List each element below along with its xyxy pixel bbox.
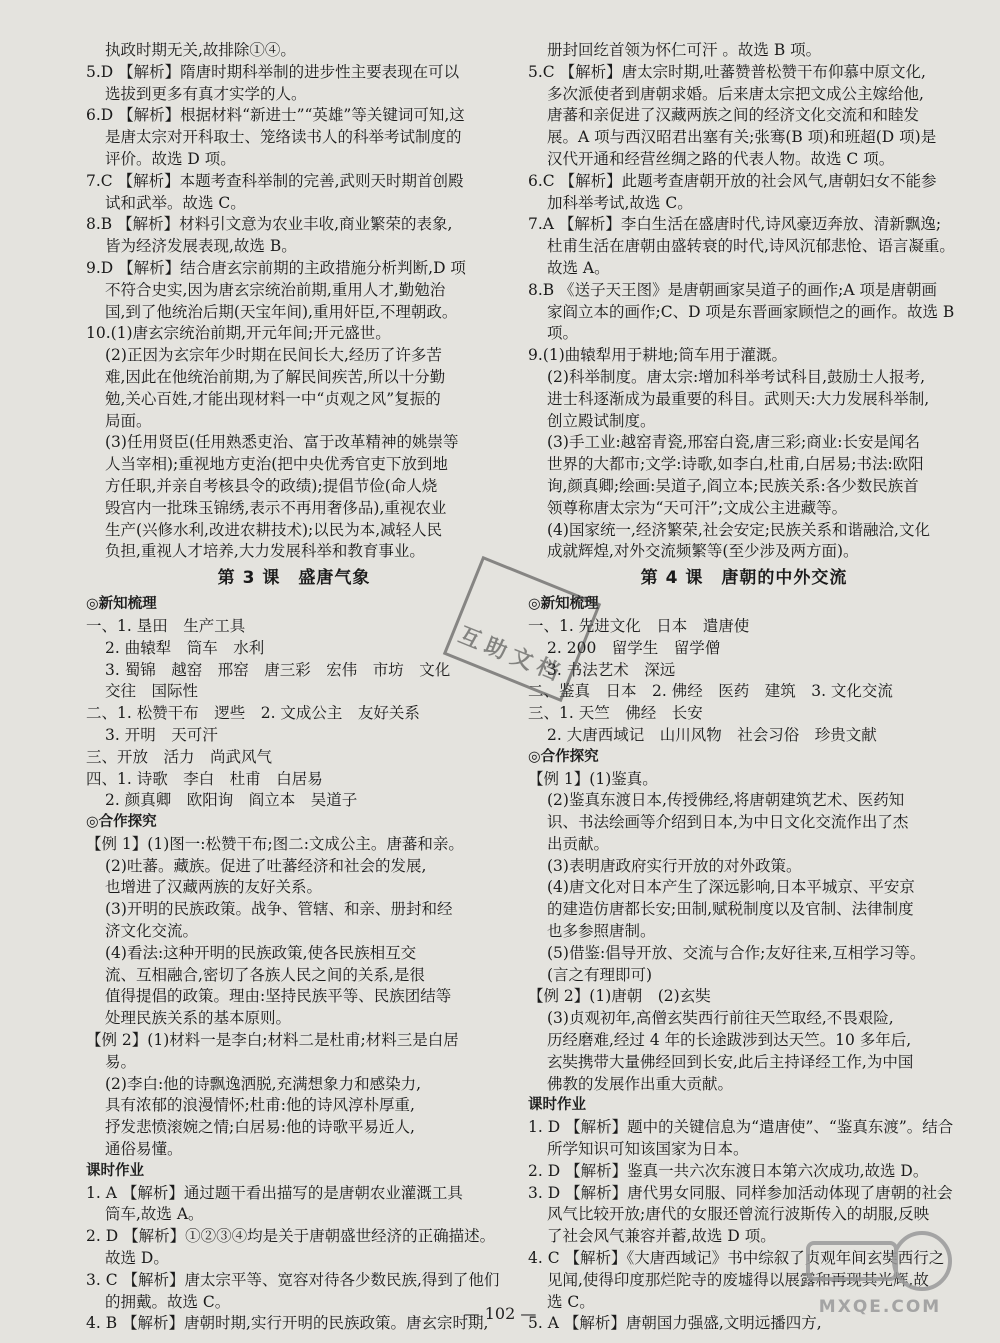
- text-line: 值得提倡的政策。理由:坚持民族平等、民族团结等: [105, 987, 452, 1006]
- text-line: 不符合史实,因为唐玄宗统治前期,重用人才,勤勉治: [105, 280, 446, 299]
- text-line: 评价。故选 D 项。: [105, 149, 236, 168]
- stamp-text: 互助文档: [454, 622, 568, 688]
- text-line: 流、互相融合,密切了各族人民之间的关系,是很: [105, 965, 425, 984]
- text-line: 1. A 【解析】通过题干看出描写的是唐朝农业灌溉工具: [86, 1183, 463, 1202]
- text-line: 难,因此在他统治前期,为了解民间疾苦,所以十分勤: [105, 367, 446, 386]
- text-line: (3)表明唐政府实行开放的对外政策。: [547, 856, 802, 875]
- text-line: 佛教的发展作出重大贡献。: [547, 1074, 734, 1093]
- text-line: 通俗易懂。: [105, 1140, 183, 1159]
- text-line: 询,颜真卿;绘画:吴道子,阎立本;民族关系:各少数民族首: [547, 476, 919, 495]
- text-line: (2)科举制度。唐太宗:增加科举考试科目,鼓励士人报考,: [547, 367, 926, 386]
- text-line: 2. D 【解析】鉴真一共六次东渡日本第六次成功,故选 D。: [528, 1161, 929, 1180]
- text-line: 3. 蜀锦 越窑 邢窑 唐三彩 宏伟 市坊 文化: [105, 660, 451, 679]
- text-line: (4)国家统一,经济繁荣,社会安定;民族关系和谐融洽,文化: [547, 520, 930, 539]
- text-line: 故选 A。: [547, 258, 610, 277]
- right-column: [528, 40, 960, 1335]
- text-line: (2)鉴真东渡日本,传授佛经,将唐朝建筑艺术、医药知: [547, 791, 905, 810]
- text-line: 1. D 【解析】题中的关键信息为“遣唐使”、“鉴真东渡”。结合: [528, 1118, 954, 1137]
- section-heading: ◎新知梳理: [86, 596, 157, 613]
- text-line: 4. C 【解析】《大唐西域记》书中综叙了贞观年间玄奘西行之: [528, 1249, 945, 1268]
- text-line: 【例 1】(1)图一:松赞干布;图二:文成公主。唐蕃和亲。: [86, 834, 464, 853]
- text-line: 6.D 【解析】根据材料“新进士”“英雄”等关键词可知,这: [86, 106, 465, 125]
- text-line: 2. 200 留学生 留学僧: [547, 638, 721, 657]
- text-line: (言之有理即可): [547, 965, 653, 984]
- text-line: 二、1. 松赞干布 逻些 2. 文成公主 友好关系: [86, 704, 420, 723]
- text-line: 了社会风气兼容并蓄,故选 D 项。: [547, 1227, 776, 1246]
- text-line: (2)正因为玄宗年少时期在民间长大,经历了许多苦: [105, 346, 442, 365]
- text-line: 抒发悲愤滚婉之情;白居易:他的诗歌平易近人,: [105, 1118, 415, 1137]
- text-line: 3. C 【解析】唐太宗平等、宽容对待各少数民族,得到了他们: [86, 1270, 500, 1289]
- text-line: 济文化交流。: [105, 922, 199, 941]
- text-line: 是唐太宗对开科取士、笼络读书人的科举考试制度的: [105, 128, 462, 147]
- text-line: (4)唐文化对日本产生了深远影响,日本平城京、平安京: [547, 878, 915, 897]
- text-line: 的建造仿唐都长安;田制,赋税制度以及官制、法律制度: [547, 900, 914, 919]
- text-line: 【例 2】(1)材料一是李白;材料二是杜甫;材料三是白居: [86, 1031, 459, 1050]
- text-line: 进士科逐渐成为最重要的科目。武则天:大力发展科举制,: [547, 389, 930, 408]
- text-line: 勉,关心百姓,才能出现材料一中“贞观之风”复振的: [105, 389, 441, 408]
- text-line: 风气比较开放;唐代的女服还曾流行波斯传入的胡服,反映: [547, 1205, 930, 1224]
- text-line: 见闻,使得印度那烂陀寺的废墟得以展露和再现其光辉,故: [547, 1270, 929, 1289]
- text-line: 3. 开明 天可汗: [105, 725, 218, 744]
- text-line: 故选 D。: [105, 1249, 169, 1268]
- text-line: 5.D 【解析】隋唐时期科举制的进步性主要表现在可以: [86, 62, 460, 81]
- text-line: 历经磨难,经过 4 年的长途跋涉到达天竺。10 多年后,: [547, 1031, 912, 1050]
- text-line: 9.D 【解析】结合唐玄宗前期的主政措施分析判断,D 项: [86, 258, 466, 277]
- text-line: 领尊称唐太宗为“天可汗”;文成公主进藏等。: [547, 498, 848, 517]
- text-line: 展。A 项与西汉昭君出塞有关;张骞(B 项)和班超(D 项)是: [547, 128, 937, 147]
- text-line: 加科举考试,故选 C。: [547, 193, 693, 212]
- section-heading: 课时作业: [86, 1162, 144, 1179]
- text-line: 玄奘携带大量佛经回到长安,此后主持译经工作,为中国: [547, 1052, 914, 1071]
- text-line: 世界的大都市;文学:诗歌,如李白,杜甫,白居易;书法:欧阳: [547, 455, 924, 474]
- left-column: [86, 40, 502, 1335]
- page-number: — 102 —: [463, 1304, 537, 1323]
- text-line: 具有浓郁的浪漫情怀;杜甫:他的诗风淳朴厚重,: [105, 1096, 415, 1115]
- text-line: 四、1. 诗歌 李白 杜甫 白居易: [86, 769, 323, 788]
- text-line: 册封回纥首领为怀仁可汗 。故选 B 项。: [547, 41, 822, 59]
- text-line: 易。: [105, 1052, 137, 1071]
- watermark-logo: [800, 1229, 960, 1321]
- text-line: 【例 1】(1)鉴真。: [528, 769, 658, 788]
- text-line: 的拥戴。故选 C。: [105, 1292, 231, 1311]
- text-line: 毁宫内一批珠玉锦绣,表示不再用奢侈品),重视农业: [105, 498, 447, 517]
- text-line: 试和武举。故选 C。: [105, 193, 246, 212]
- text-line: 3. 书法艺术 深远: [547, 660, 676, 679]
- text-line: 多次派使者到唐朝求婚。后来唐太宗把文成公主嫁给他,: [547, 84, 924, 103]
- text-line: 2. 曲辕犁 筒车 水利: [105, 638, 265, 657]
- watermark-text: MXQE.COM: [818, 1297, 942, 1317]
- watermark-icon: [800, 1229, 960, 1299]
- text-line: 汉代开通和经营丝绸之路的代表人物。故选 C 项。: [547, 149, 895, 168]
- text-line: 10.(1)唐玄宗统治前期,开元年间;开元盛世。: [86, 324, 391, 343]
- text-line: 生产(兴修水利,改进农耕技术);以民为本,减轻人民: [105, 520, 443, 539]
- text-line: 项。: [547, 324, 579, 343]
- text-line: 皆为经济发展表现,故选 B。: [105, 237, 297, 256]
- text-line: 2. D 【解析】①②③④均是关于唐朝盛世经济的正确描述。: [86, 1227, 496, 1246]
- text-line: 识、书法绘画等介绍到日本,为中日文化交流作出了杰: [547, 813, 909, 832]
- text-line: (4)看法:这种开明的民族政策,使各民族相互交: [105, 943, 417, 962]
- text-line: 杜甫生活在唐朝由盛转衰的时代,诗风沉郁悲怆、语言凝重。: [547, 237, 955, 256]
- section-heading: 课时作业: [528, 1097, 586, 1114]
- text-line: 2. 大唐西域记 山川风物 社会习俗 珍贵文献: [547, 725, 877, 744]
- text-line: 局面。: [105, 411, 152, 430]
- text-line: 人当宰相);重视地方吏治(把中央优秀官吏下放到地: [105, 455, 448, 474]
- text-line: 国,到了他统治后期(天宝年间),重用奸臣,不理朝政。: [105, 302, 458, 321]
- text-line: 三、开放 活力 尚武风气: [86, 747, 273, 766]
- text-line: 负担,重视人才培养,大力发展科举和教育事业。: [105, 542, 425, 561]
- text-line: 二、鉴真 日本 2. 佛经 医药 建筑 3. 文化交流: [528, 682, 893, 701]
- text-line: 执政时期无关,故排除①④。: [105, 41, 296, 59]
- text-line: 3. D 【解析】唐代男女同服、同样参加活动体现了唐朝的社会: [528, 1183, 953, 1202]
- text-line: 7.A 【解析】李白生活在盛唐时代,诗风豪迈奔放、清新飘逸;: [528, 215, 942, 234]
- text-line: 交往 国际性: [105, 682, 199, 701]
- text-line: 出贡献。: [547, 834, 610, 853]
- text-line: 筒车,故选 A。: [105, 1205, 204, 1224]
- lesson-title: 第 4 课 唐朝的中外交流: [640, 568, 848, 589]
- text-line: 也增进了汉藏两族的友好关系。: [105, 878, 323, 897]
- text-line: (3)手工业:越窑青瓷,邢窑白瓷,唐三彩;商业:长安是闻名: [547, 433, 920, 452]
- text-line: (2)吐蕃。藏族。促进了吐蕃经济和社会的发展,: [105, 856, 427, 875]
- text-line: (2)李白:他的诗飘逸洒脱,充满想象力和感染力,: [105, 1074, 422, 1093]
- text-line: (3)贞观初年,高僧玄奘西行前往天竺取经,不畏艰险,: [547, 1009, 894, 1028]
- text-line: 唐蕃和亲促进了汉藏两族之间的经济文化交流和和睦发: [547, 106, 920, 125]
- text-line: 方任职,并亲自考核县令的政绩);提倡节俭(命人烧: [105, 476, 438, 495]
- section-heading: ◎合作探究: [528, 748, 599, 765]
- text-line: 5.C 【解析】唐太宗时期,吐蕃赞普松赞干布仰慕中原文化,: [528, 62, 926, 81]
- text-line: (3)开明的民族政策。战争、管辖、和亲、册封和经: [105, 900, 453, 919]
- text-line: 【例 2】(1)唐朝 (2)玄奘: [528, 987, 711, 1006]
- text-line: 处理民族关系的基本原则。: [105, 1009, 292, 1028]
- text-line: 三、1. 天竺 佛经 长安: [528, 704, 703, 723]
- text-line: 成就辉煌,对外交流频繁等(至少涉及两方面)。: [547, 542, 859, 561]
- text-line: 6.C 【解析】此题考查唐朝开放的社会风气,唐朝妇女不能参: [528, 171, 937, 190]
- text-line: 2. 颜真卿 欧阳询 阎立本 吴道子: [105, 791, 358, 810]
- text-line: (3)任用贤臣(任用熟悉吏治、富于改革精神的姚崇等: [105, 433, 459, 452]
- text-line: 创立殿试制度。: [547, 411, 656, 430]
- text-line: 5. A 【解析】唐朝国力强盛,文明远播四方,: [528, 1314, 822, 1333]
- text-line: 7.C 【解析】本题考查科举制的完善,武则天时期首创殿: [86, 171, 464, 190]
- text-line: 选拔到更多有真才实学的人。: [105, 84, 307, 103]
- section-heading: ◎合作探究: [86, 814, 157, 831]
- text-line: 8.B 《送子天王图》是唐朝画家吴道子的画作;A 项是唐朝画: [528, 280, 937, 299]
- text-line: 8.B 【解析】材料引文意为农业丰收,商业繁荣的表象,: [86, 215, 453, 234]
- text-line: 4. B 【解析】唐朝时期,实行开明的民族政策。唐玄宗时期,: [86, 1314, 489, 1333]
- text-line: 一、1. 垦田 生产工具: [86, 616, 246, 635]
- text-line: 9.(1)曲辕犁用于耕地;筒车用于灌溉。: [528, 346, 787, 365]
- text-line: (5)借鉴:倡导开放、交流与合作;友好往来,互相学习等。: [547, 943, 926, 962]
- text-line: 家阎立本的画作;C、D 项是东晋画家顾恺之的画作。故选 B: [547, 302, 955, 321]
- text-line: 所学知识可知该国家为日本。: [547, 1140, 749, 1159]
- section-heading: ◎新知梳理: [528, 596, 599, 613]
- text-line: 选 C。: [547, 1292, 595, 1311]
- text-line: 也多参照唐制。: [547, 922, 656, 941]
- lesson-title: 第 3 课 盛唐气象: [217, 568, 371, 589]
- text-line: 一、1. 先进文化 日本 遣唐使: [528, 616, 750, 635]
